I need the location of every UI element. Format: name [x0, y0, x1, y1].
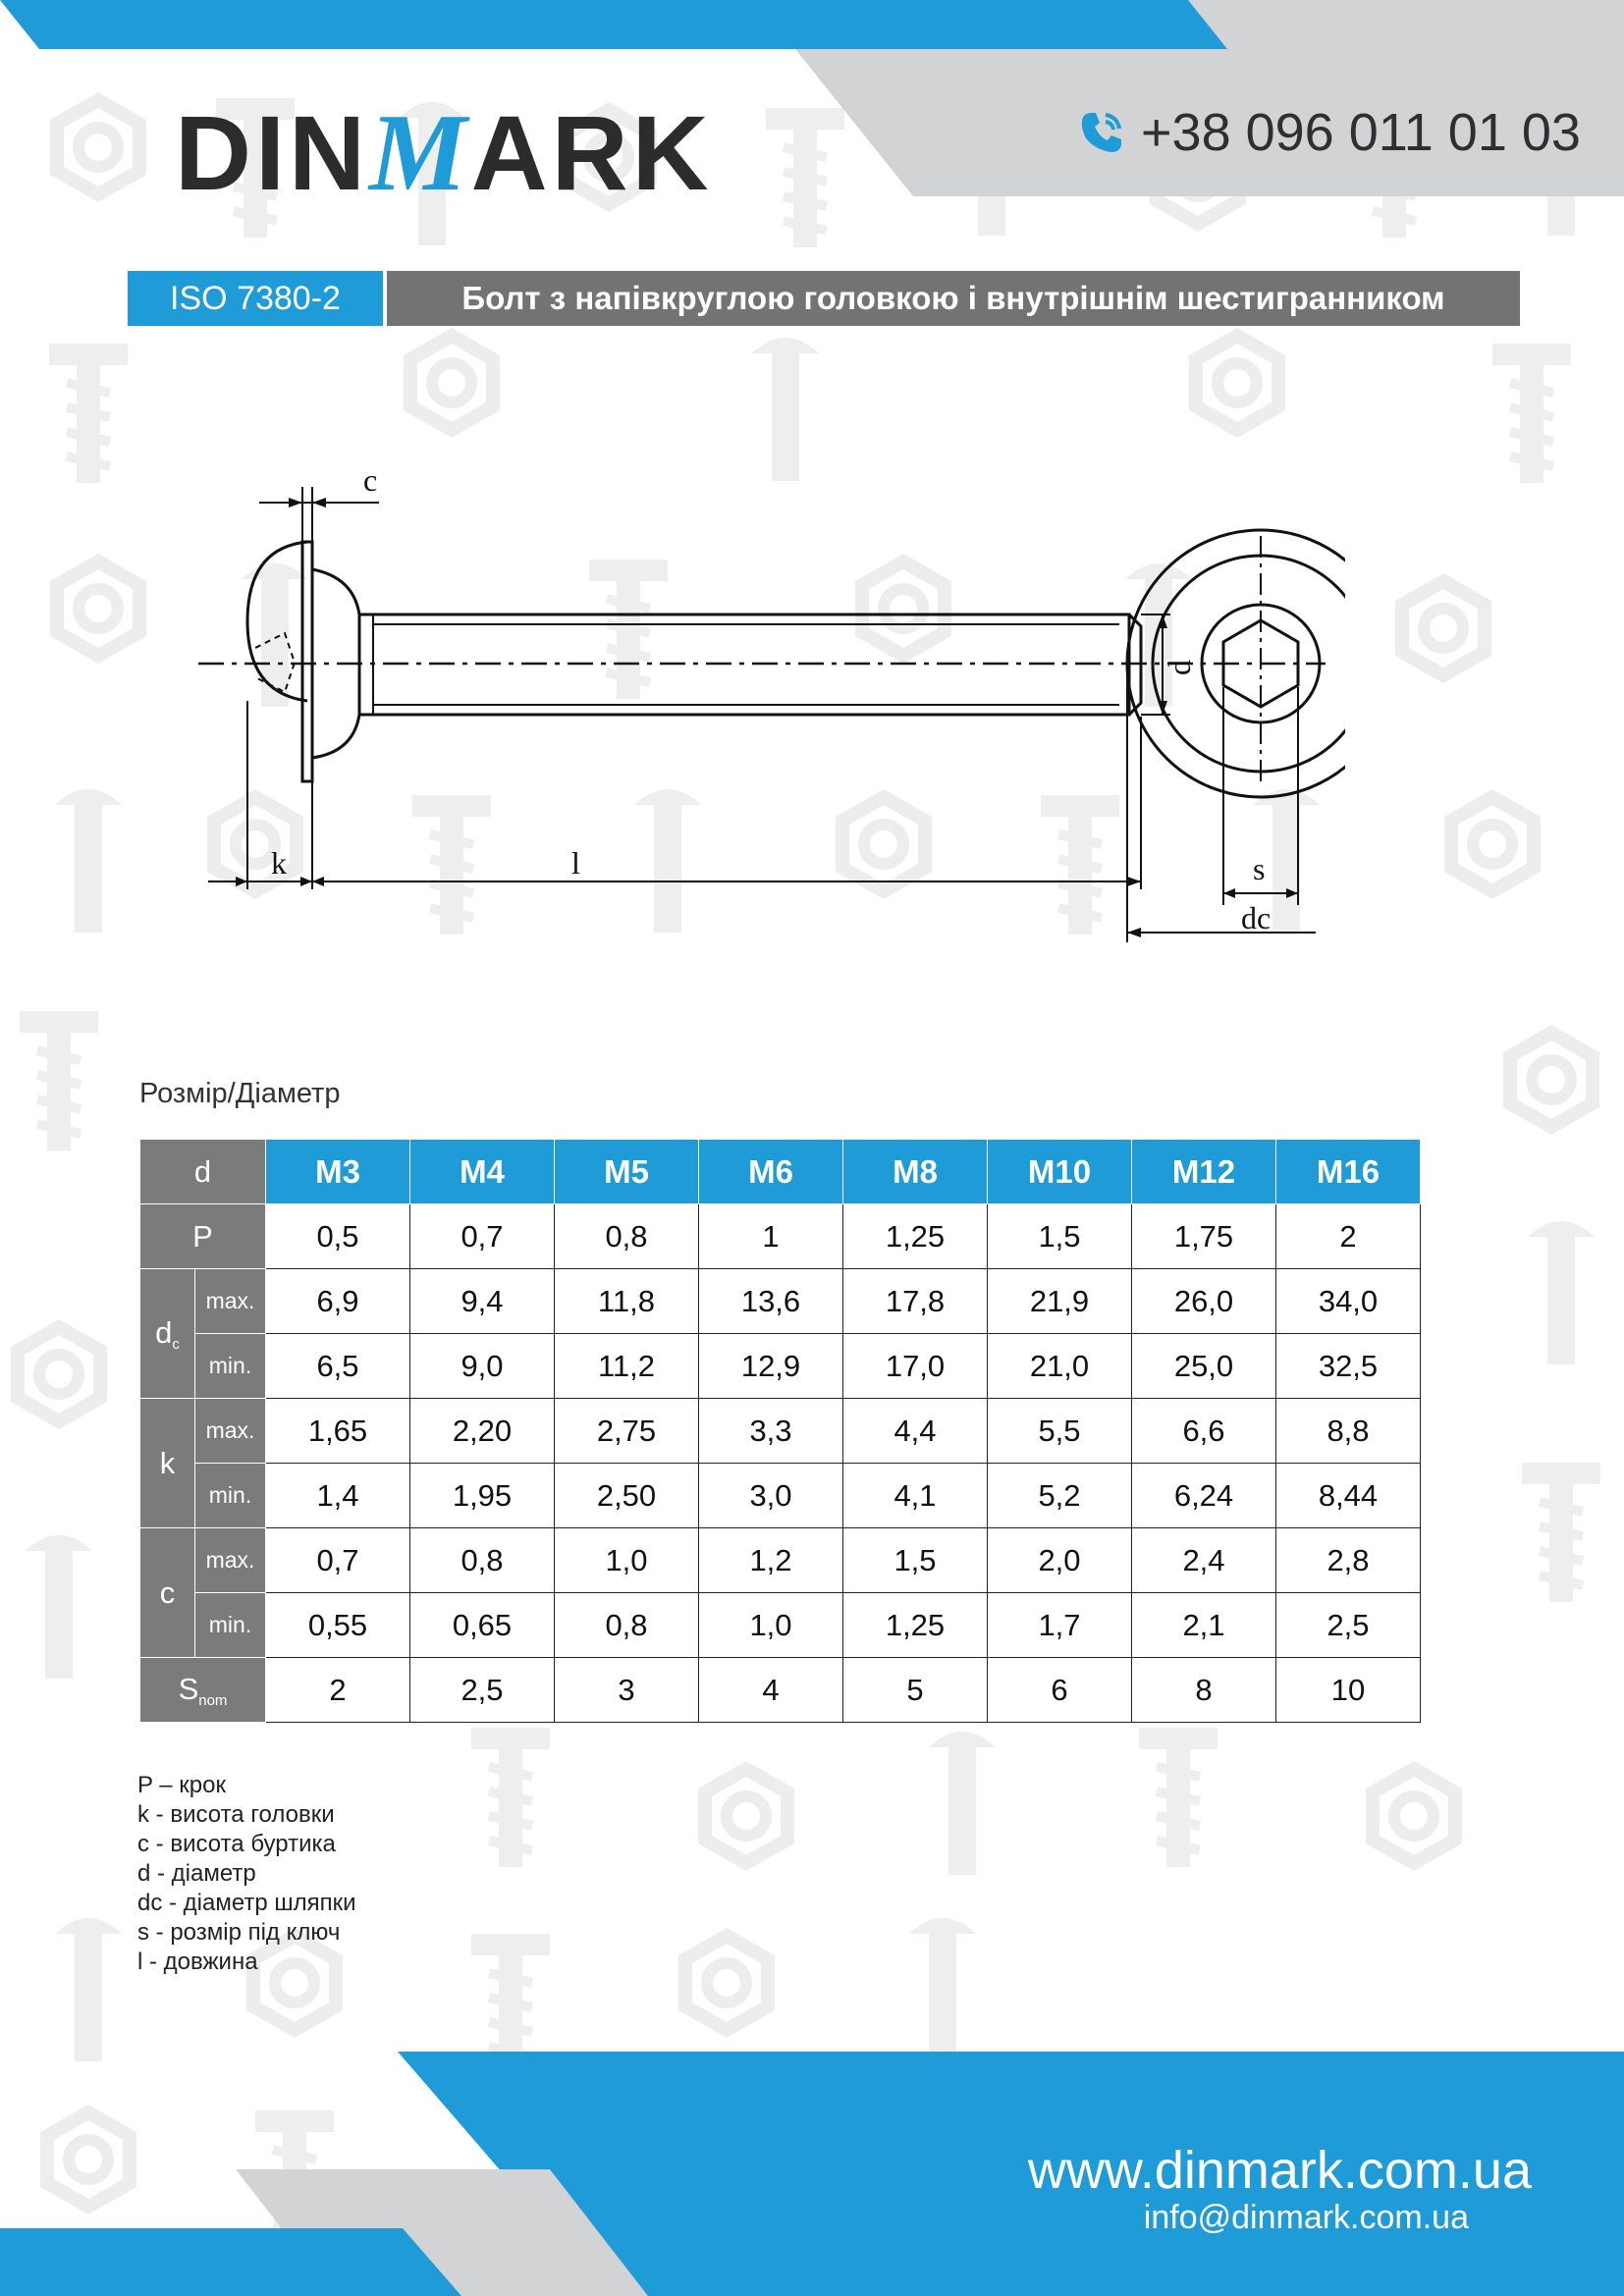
row-c-max	[140, 1528, 1421, 1593]
table-cell: 1,0	[555, 1528, 699, 1593]
table-cell: 8,8	[1276, 1399, 1421, 1464]
table-cell: 2,1	[1132, 1593, 1276, 1658]
header-row	[140, 1140, 1421, 1204]
size-header: M10	[988, 1140, 1132, 1204]
table-cell: 3,3	[699, 1399, 843, 1464]
dim-dc-label: dc	[1241, 900, 1272, 935]
table-cell: 1,2	[699, 1528, 843, 1593]
legend-item: s - розмір під ключ	[137, 1919, 341, 1946]
product-title: Болт з напівкруглою головкою і внутрішнім шестигранником	[387, 271, 1520, 326]
table-cell: 10	[1276, 1658, 1421, 1723]
table-cell: 2	[266, 1658, 410, 1723]
table-cell: 5,5	[988, 1399, 1132, 1464]
table-cell: 2,5	[410, 1658, 555, 1723]
table-cell: 34,0	[1276, 1269, 1421, 1334]
table-cell: 4	[699, 1658, 843, 1723]
row-dc-max	[140, 1269, 1421, 1334]
table-cell: 26,0	[1132, 1269, 1276, 1334]
bolt-head-dome	[247, 542, 307, 701]
dim-l-label: l	[571, 845, 580, 881]
technical-drawing	[187, 452, 1345, 962]
table-cell: 13,6	[699, 1269, 843, 1334]
legend-item: P – крок	[137, 1772, 226, 1798]
row-label-c: c	[140, 1528, 195, 1658]
max-label: max.	[195, 1528, 266, 1593]
dim-d-label: d	[1162, 660, 1197, 675]
min-label: min.	[195, 1464, 266, 1528]
size-header: M3	[266, 1140, 410, 1204]
table-cell: 0,65	[410, 1593, 555, 1658]
table-cell: 3,0	[699, 1464, 843, 1528]
table-cell: 2,0	[988, 1528, 1132, 1593]
phone-icon	[1076, 107, 1127, 158]
header-d-label: d	[140, 1140, 266, 1204]
table-cell: 0,7	[266, 1528, 410, 1593]
size-header: M8	[843, 1140, 988, 1204]
table-cell: 0,55	[266, 1593, 410, 1658]
bolt-collar	[302, 542, 312, 781]
table-cell: 0,8	[555, 1204, 699, 1269]
table-cell: 0,8	[555, 1593, 699, 1658]
table-cell: 8,44	[1276, 1464, 1421, 1528]
table-cell: 6,9	[266, 1269, 410, 1334]
header-blue-band	[0, 0, 1227, 49]
website-link[interactable]: www.dinmark.com.ua	[1027, 2141, 1532, 2200]
row-label-dc: $d_c$	[140, 1269, 195, 1399]
table-cell: 4,4	[843, 1399, 988, 1464]
table-cell: 1,75	[1132, 1204, 1276, 1269]
table-cell: 9,4	[410, 1269, 555, 1334]
table-cell: 1,25	[843, 1204, 988, 1269]
row-p	[140, 1204, 1421, 1269]
phone-number[interactable]: +38 096 011 01 03	[1141, 103, 1581, 162]
dim-s-label: s	[1253, 851, 1266, 886]
size-header: M5	[555, 1140, 699, 1204]
table-cell: 4,1	[843, 1464, 988, 1528]
email-link[interactable]: info@dinmark.com.ua	[1143, 2199, 1469, 2236]
table-cell: 11,8	[555, 1269, 699, 1334]
table-cell: 5	[843, 1658, 988, 1723]
row-label-p: P	[140, 1204, 266, 1269]
table-cell: 21,9	[988, 1269, 1132, 1334]
table-cell: 1,5	[988, 1204, 1132, 1269]
table-cell: 2,8	[1276, 1528, 1421, 1593]
table-cell: 1,5	[843, 1528, 988, 1593]
table-cell: 6,6	[1132, 1399, 1276, 1464]
dimensions-table	[139, 1139, 1421, 1723]
legend-item: d - діаметр	[137, 1860, 256, 1887]
size-header: M12	[1132, 1140, 1276, 1204]
row-c-min	[140, 1593, 1421, 1658]
table-cell: 17,0	[843, 1334, 988, 1399]
table-cell: 2,4	[1132, 1528, 1276, 1593]
legend-item: c - висота буртика	[137, 1831, 336, 1857]
table-cell: 2,5	[1276, 1593, 1421, 1658]
table-cell: 6	[988, 1658, 1132, 1723]
table-cell: 3	[555, 1658, 699, 1723]
row-label-s: $S_{nom}$	[140, 1658, 266, 1723]
table-cell: 0,8	[410, 1528, 555, 1593]
legend-item: k - висота головки	[137, 1801, 335, 1828]
table-cell: 2,75	[555, 1399, 699, 1464]
table-cell: 0,5	[266, 1204, 410, 1269]
row-s	[140, 1658, 1421, 1723]
table-cell: 1,25	[843, 1593, 988, 1658]
row-k-min	[140, 1464, 1421, 1528]
min-label: min.	[195, 1593, 266, 1658]
table-caption: Розмір/Діаметр	[139, 1078, 341, 1109]
max-label: max.	[195, 1269, 266, 1334]
table-cell: 1,65	[266, 1399, 410, 1464]
legend-item: dc - діаметр шляпки	[137, 1890, 356, 1916]
table-cell: 1,0	[699, 1593, 843, 1658]
table-cell: 25,0	[1132, 1334, 1276, 1399]
standard-badge: ISO 7380-2	[128, 271, 383, 326]
size-header: M16	[1276, 1140, 1421, 1204]
row-dc-min	[140, 1334, 1421, 1399]
table-cell: 1,7	[988, 1593, 1132, 1658]
dim-k-label: k	[271, 845, 287, 881]
table-cell: 21,0	[988, 1334, 1132, 1399]
dinmark-logo: DINMARK	[175, 92, 713, 214]
table-cell: 12,9	[699, 1334, 843, 1399]
legend-item: l - довжина	[137, 1949, 258, 1975]
table-cell: 1,4	[266, 1464, 410, 1528]
phone-contact[interactable]	[1076, 98, 1581, 167]
row-label-k: k	[140, 1399, 195, 1528]
dim-c-label: c	[363, 462, 378, 498]
table-cell: 11,2	[555, 1334, 699, 1399]
table-cell: 2,50	[555, 1464, 699, 1528]
table-cell: 2,20	[410, 1399, 555, 1464]
table-cell: 6,5	[266, 1334, 410, 1399]
size-header: M4	[410, 1140, 555, 1204]
table-cell: 9,0	[410, 1334, 555, 1399]
max-label: max.	[195, 1399, 266, 1464]
table-cell: 0,7	[410, 1204, 555, 1269]
legend	[137, 1771, 356, 1977]
table-cell: 8	[1132, 1658, 1276, 1723]
footer-blue-corner	[0, 2228, 461, 2296]
table-cell: 6,24	[1132, 1464, 1276, 1528]
min-label: min.	[195, 1334, 266, 1399]
table-cell: 1,95	[410, 1464, 555, 1528]
table-cell: 5,2	[988, 1464, 1132, 1528]
table-cell: 1	[699, 1204, 843, 1269]
row-k-max	[140, 1399, 1421, 1464]
table-cell: 32,5	[1276, 1334, 1421, 1399]
table-cell: 17,8	[843, 1269, 988, 1334]
size-header: M6	[699, 1140, 843, 1204]
table-cell: 2	[1276, 1204, 1421, 1269]
